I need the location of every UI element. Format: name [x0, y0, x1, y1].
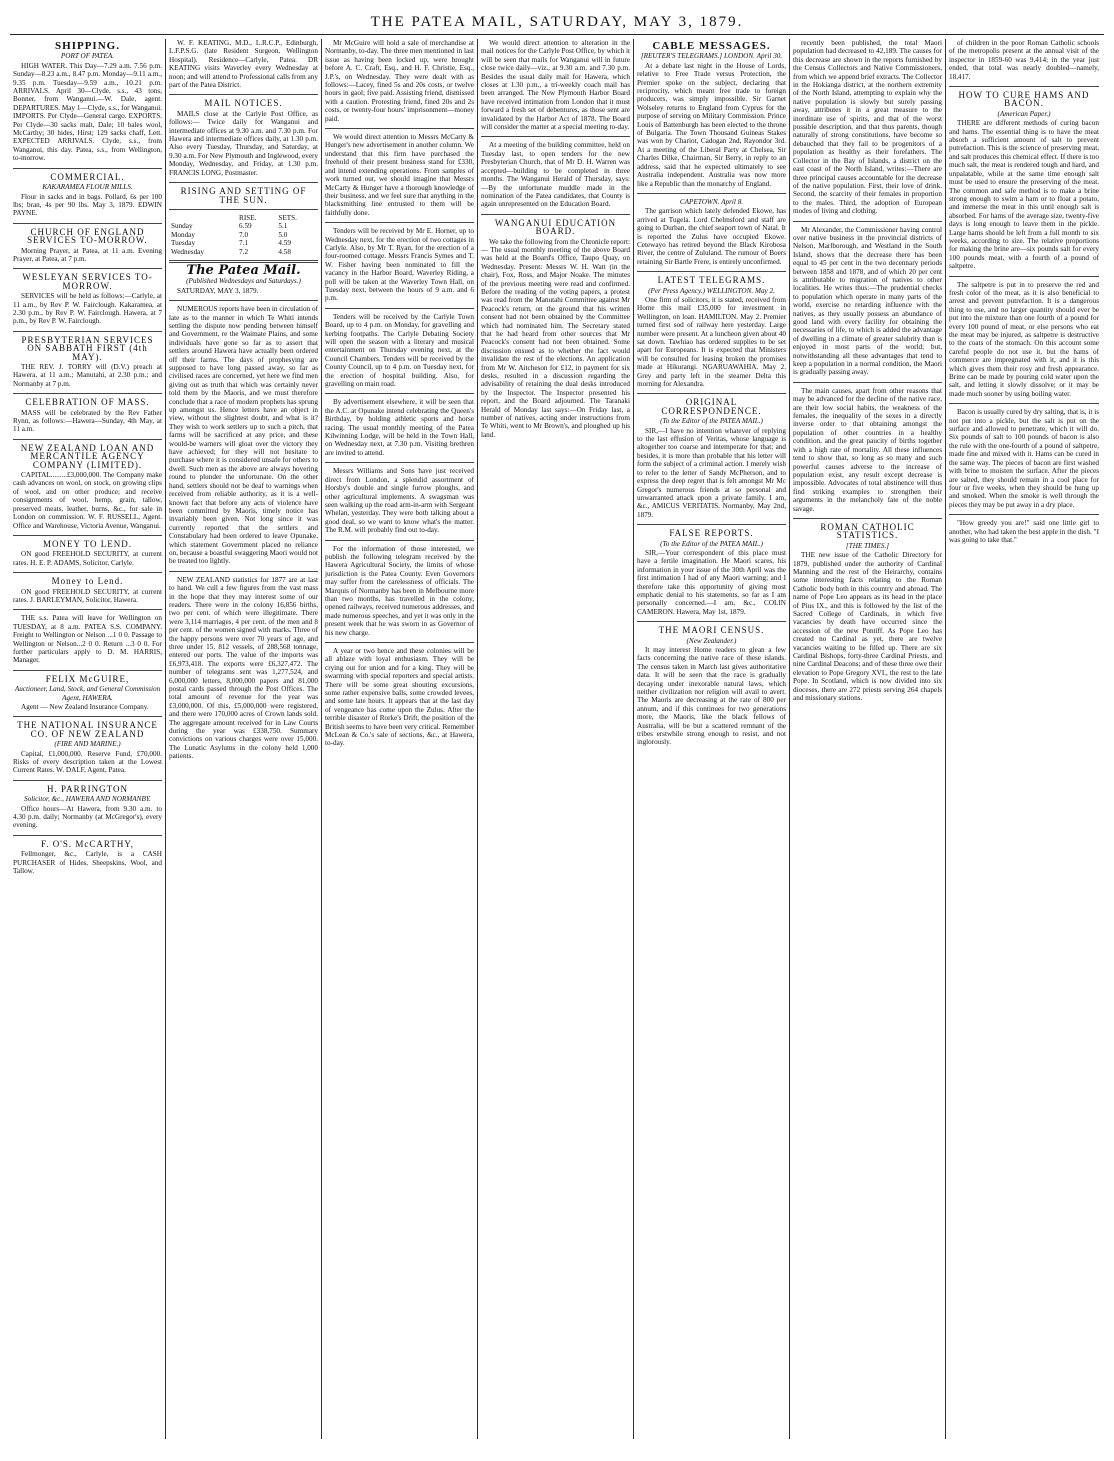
article	[793, 523, 942, 703]
article	[325, 227, 474, 303]
article-body: SIR,—I have no intention whatever of replying to the last effusion of Veritas, whose language is altogether too coarse and intemperate for that; and besides, it is more than probable that his letter will form the subject of a criminal action. I merely wish to refer to the letter of Sandy McPherson, and to express the deep regret that is felt amongst Mr Mc Gregor's numerous friends at so personal and unwarranted attack upon a private family. I am, &c., AMICUS VERITATIS. Normanby, May 2nd, 1879.	[637, 426, 786, 519]
article-body: Tenders will be received by Mr E. Horner, up to Wednesday next, for the erection of two cottages in Carlyle. Also, by Mr T. Ryan, for the erection of a four-roomed cottage. Messrs Francis Symes and T. W. Fisher having been nominated to fill the vacancy in the Harbor Board, Waverley Riding, a poll will be taken at the Waverley Town Hall, on Tuesday next, between the hours of 9 a.m. and 6 p.m.	[325, 227, 474, 303]
sun-table-cell: 5.1	[278, 222, 288, 231]
article-body: At a debate last night in the House of Lords, relative to Free Trade versus Protection, the Premier spoke on the subject, declaring that reciprocity, which meant free trade to foreign producers, was simply impossible. Sir Garnet Wolseley returns to England from Cyprus for the purpose of serving on Military Commission. Prince Louis of Battenburgh has been elected to the throne of Bulgaria. The Town Thousand Guineas Stakes was won by Chariot, Cadogan 2nd, Rayondor 3rd. At a meeting of the Liberal Party at Chelsea, Sir Charles Dilke, Chairman, Sir Berry, in reply to an address, said that he expected ultimately to see Australia independent. Australia was now more like a Republic than the monarchy of England.	[637, 61, 786, 188]
article	[169, 576, 318, 761]
article-body: One firm of solicitors, it is stated, received from Home this mail £35,000 for investment in Wellington, on loan. HAMILTON. May 2. Premier turned first sod of railway here yesterday. Large number were present. At a luncheon given about 40 sat down. Tawhiao has ordered supplies to be set apart for Europeans. It is expected that Ministers will be consulted for leasing broken the promises made at Hikurangi. NGARUAWAHIA. May 2. Grey and party left in the steamer Delta this morning for Alexandra.	[637, 295, 786, 389]
divider	[325, 462, 474, 463]
article	[793, 39, 942, 216]
divider	[13, 393, 162, 394]
column-7	[946, 39, 1102, 1439]
article	[481, 141, 630, 208]
article	[169, 187, 318, 204]
article-body: Agent — New Zealand Insurance Company.	[21, 703, 149, 711]
article-body: NEW ZEALAND statistics for 1877 are at last to hand. We cull a few figures from the vast mass in the hope that they may interest some of our readers. There were in the colony 16,856 births, two per cent. of which were illegitimate. There were 3,114 marriages, 4 per cent. of the men and 8 per cent. of the women signed with marks. Three of the happy persons were over 70 years of age, and three under 15. 812 vessels, of 288,568 tonnage, entered our ports. The value of the imports was £6,973,418. The exports were £6,327,472. The number of telegrams sent was 1,277,524, and 6,000,000 letters, 8,000,000 papers and 81,000 postal cards passed through the Post Offices. The total amount of revenue for the year was £3,000,000. Of this, £5,000,000 were registered, and there were 170,000 acres of Crown lands sold. The aggregate amount received for in Law Courts during the year was £338,750. Summary convictions on various charges were over 15,000. The Lunatic Asylums in the colony held 1,000 patients.	[169, 575, 318, 761]
sun-table-header	[169, 214, 237, 222]
divider	[793, 518, 942, 519]
column-3	[322, 39, 478, 1439]
sun-table-cell: 5.0	[278, 230, 288, 239]
article-body: "How greedy you are!" said one little girl to another, who had taken the best apple in the dish. "I was going to take that."	[949, 519, 1099, 544]
article-subheading: (Per Press Agency.) WELLINGTON. May 2.	[648, 286, 775, 295]
article-subheading: (American Paper.)	[997, 109, 1051, 118]
article-body: recently been published, the total Maori population had decreased to 42,189. The causes for this decrease are shown in the reports furnished by the Census Collectors and Native Commissioners, from which we append brief extracts. The Collector in the Hokianga district, at the northern extremity of the North Island, attempting to explain why the native population is slowly but surely passing away, attributes it in a great measure to the inordinate use of spirits, and that of the worst possible description, and that thus parents, though naturally of strong constitutions, have become so debauched that they fail to be progenitors of a population as healthy as their forefathers. The Collector in the Bay of Islands, a district on the east coast of the North Island, writes:—There are three principal causes accountable for the decrease of the native population. First, their love of drink. Second, the scarcity of their females in proportion to the males. Third, the adoption of European modes of living and clothing.	[793, 39, 942, 216]
sun-table-row	[169, 239, 318, 247]
divider	[949, 276, 1099, 277]
article	[13, 42, 162, 163]
article	[13, 273, 162, 325]
sun-table-header: SETS.	[278, 213, 297, 222]
divider	[169, 300, 318, 301]
divider	[325, 222, 474, 223]
article-body: The main causes, apart from other reasons that may be advanced for the decline of the native race, are their low social habits, the weakness of the females, the inequality of the sexes in a directly inverse order to that obtaining amongst the population of other countries in a healthy condition, and the great paucity of births together with a high rate of mortality. All these influences tend to show that, so long as so many and such powerful causes adverse to the increase of population exist, any result except decrease is impossible. Advocates of total abstinence will thus find striking examples to strengthen their arguments in the melancholy fate of the noble savage.	[793, 386, 942, 513]
divider	[637, 193, 786, 194]
article	[325, 39, 474, 123]
article-body: Fellmonger, &c., Carlyle, is a CASH PURCHASER of Hides, Sheepskins, Wool, and Tallow.	[13, 850, 162, 876]
article-subheading: (FIRE AND MARINE.)	[54, 740, 121, 749]
article-body: The saltpetre is put in to preserve the red and fresh color of the meat, as it is also beneficial to arrest and prevent putrefaction. It is a dangerous thing to use, and no larger quantity should ever be put into the mixture than one fourth of a pound for every 100 pound of meat, or else persons who eat the meat may be injured, as saltpetre is destructive to the coats of the stomach. On this account some careful people do not use it, but the hams of commerce are impregnated with it, and it is this which gives them their rosy and fresh appearance. Brine can be made by pouring cold water upon the salt, and letting it slowly dissolve; or it may be made much sooner by using boiling water.	[949, 280, 1099, 398]
article-subheading: Auctioneer, Land, Stock, and General Commission Agent, HAWERA.	[14, 685, 161, 702]
article	[13, 444, 162, 530]
divider	[793, 221, 942, 222]
article	[325, 467, 474, 534]
article-body: By advertisement elsewhere, it will be seen that the A.C. at Opunake intend celebrating the Queen's Birthday, by holding athletic sports and horse racing. The usual monthly meeting of the Patea Kilwinning Lodge, will be held in the Town Hall, on Wednesday next, at 7.30 p.m. Visiting brethren are invited to attend.	[325, 398, 474, 457]
article-heading: Money to Lend.	[51, 576, 124, 587]
article	[949, 281, 1099, 399]
sun-table-cell: Wednesday	[171, 247, 204, 256]
article	[169, 39, 318, 89]
column-1	[10, 39, 166, 1439]
divider	[13, 835, 162, 836]
article-body: MAILS close at the Carlyle Post Office, as follows:— Twice daily for Wanganui and intermediate offices at 9.30 a.m. and 7.30 p.m. For Hawera and intermediate offices daily, at 1.30 p.m. Also every Tuesday, Thursday, and Saturday, at 9.30 a.m. For New Plymouth and Inglewood, every Monday, Wednesday, and Friday, at 1.30 p.m. FRANCIS LONG, Postmaster.	[169, 109, 318, 177]
article	[949, 91, 1099, 271]
article	[13, 540, 162, 567]
divider	[949, 403, 1099, 404]
column-2	[166, 39, 322, 1439]
article	[793, 387, 942, 513]
divider	[13, 268, 162, 269]
article-heading: NEW ZEALAND LOAN AND MERCANTILE AGENCY COMPANY (LIMITED).	[20, 442, 155, 470]
article-body: MASS will be celebrated by the Rev Father Rynn, as follows:—Hawera—Sunday, 4th May, at 11 a.m.	[13, 408, 162, 434]
article-heading: CELEBRATION OF MASS.	[25, 397, 150, 408]
column-5	[634, 39, 790, 1439]
sun-table-header: RISE.	[239, 213, 257, 222]
article	[325, 133, 474, 217]
article	[13, 336, 162, 388]
article-heading: FELIX McGUIRE,	[45, 673, 130, 684]
article-body: Bacon is usually cured by dry salting, that is, it is not put into a pickle, but the salt is put on the surface and allowed to penetrate, which it will do. Six pounds of salt to 100 pounds of bacon is also the rule with the one-fourth of a pound of saltpetre, made fine and mixed with it. Hams can be cured in the same way. The pieces of bacon are first washed with brine to moisten the surface. After the pieces are salted, they should remain in a cool place for four or five weeks, when they should be hung up and smoked. When the smoke is well through the pieces they may be put away in a dry place.	[949, 408, 1099, 509]
article-body: ON good FREEHOLD SECURITY, at current rates. J. BARLEYMAN, Solicitor, Hawera.	[13, 587, 162, 604]
divider	[637, 271, 786, 272]
article-body: Mr McGuire will hold a sale of merchandise at Normanby, to-day. The three men mentioned in last issue as having been locked up, were brought before A. C. Craft, Esq., and H. F. Christie, Esq., J.P.'s, on Wednesday. They were dealt with as follows:—Lacey, fined 5s and 20s costs, or twelve hours in gaol; five paid. Assisting friend, dismissed with a caution. Protesting friend, fined 20s and 2s costs, or twenty-four hours' imprisonment—money paid.	[325, 39, 474, 123]
divider	[13, 716, 162, 717]
article	[169, 277, 318, 295]
article-body: Messrs Williams and Sons have just received direct from London, a splendid assortment of Horsby's double and single furrow ploughs, and other agricultural implements. A swagsman was seen walking up the road arm-in-arm with Sergeant Whelan, yesterday. They were both talking about a good deal, so we want to know what's the matter. The R.M. will probably find out to-day.	[325, 467, 474, 535]
article-heading: F. O'S. McCARTHY,	[41, 838, 134, 849]
masthead: THE PATEA MAIL, SATURDAY, MAY 3, 1879.	[10, 10, 1104, 35]
article-heading: WESLEYAN SERVICES TO-MORROW.	[22, 272, 153, 291]
article	[13, 721, 162, 774]
article-body: THE new issue of the Catholic Directory for 1879, published under the authority of Cardinal Manning and the rest of the Heirarchy, contains some interesting facts relating to the Roman Catholic body both in this country and abroad. The name of Pope Leo appears as its head in the place of Pius IX., and this is followed by the list of the Sacred College of Cardinals, in which five vacancies by death have occurred since the accession of the new Pontiff. As Pope Leo has created no Cardinal as yet, there are twelve vacancies waiting to be filled up. There are six Cardinal Bishops, forty-three Cardinal Priests, and nine Cardinal Deacons; and of these three owe their elevation to Pope Gregory XVI., the rest to the late Pope. In Scotland, which is now divided into six dioceses, there are 272 priests serving 264 chapels and missionary stations.	[793, 551, 942, 703]
article-body: Office hours—At Hawera, from 9.30 a.m. to 4.30 p.m. daily; Normanby (at McGregor's), every evening.	[13, 804, 162, 830]
sun-table-cell: Monday	[171, 230, 195, 239]
article	[637, 198, 786, 266]
article	[13, 577, 162, 604]
article-body: THE s.s. Patea will leave for Wellington on TUESDAY, at 8 a.m. PATEA S.S. COMPANY. Freight to Wellington or Nelson ...1 0 0. Passage to Wellington or Nelson...2 0 0. Return ...3 0 0. For further particulars apply to D. M. HARRIS, Manager.	[13, 614, 162, 665]
article	[325, 313, 474, 389]
column-2-top	[169, 39, 318, 210]
article-body: of children in the poor Roman Catholic schools of the metropolis present at the annual visit of the inspector in 1859-60 was 9,414; in the year just ended, that total was nearly doubled—namely, 18,417.	[949, 39, 1099, 81]
article	[637, 276, 786, 388]
article	[13, 840, 162, 876]
article-body: THE REV. J. TORRY will (D.V.) preach at Hawera, at 11 a.m.; Manutahi, at 2.30 p.m.; and Normanby at 7 p.m.	[13, 363, 162, 388]
divider	[325, 393, 474, 394]
sun-table-cell: Sunday	[171, 222, 193, 231]
divider	[325, 308, 474, 309]
article	[169, 305, 318, 566]
article-body: At a meeting of the building committee, held on Tuesday last, to open tenders for the new Presbyterian Church, that of Mr D. H. Warren was accepted—building to be completed in three months. The Wanganui Herald of Thursday, says:—By the unfortunate muddle made in the nomination of the Patea candidates, that County is again unrepresented on the Education Board.	[481, 141, 630, 209]
divider	[13, 572, 162, 573]
article	[325, 398, 474, 457]
article-subheading: KAKARAMEA FLOUR MILLS.	[42, 183, 133, 192]
article-body: NUMEROUS reports have been in circulation of late as to the manner in which Te Whiti intends settling the dispute now pending between himself and Government, re the Waimate Plains, and some individuals have gone so far as to assert that settlers around Hawera have actually been ordered off their farms. The days of prophesying are supposed to have long passed away, so far as civilised races are concerned, yet here we find men giving out as truth that which was certainly never told them by the Maoris, and we must therefore conclude that a race of modern prophets has sprung up amongst us. Hence letters have an object in view, without the slightest doubt, and what is it? They wish to work settlers up to such a pitch, that farms will be sacrificed at any price, and these would-be warners will gloat over the victory they have achieved; for they will not hesitate to purchase where it is considered unsafe for others to dwell. Such men as the above are always hovering round to plunder the unfortunate. On the other hand, settlers should not be deaf to warnings when received from reliable authority, as it is a well-known fact that before any acts of violence have been committed by Maoris, timely notice has invariably been given. Not long since it was currently reported that the settlers and Constabulary had been ordered to leave Opunake, which statement Government placed no reliance on, because a boastful swaggering Maori would not be treated too lightly.	[169, 305, 318, 566]
columns	[10, 39, 1104, 1439]
article-body: Tenders will be received by the Carlyle Town Board, up to 4 p.m. on Monday, for gravelling and kerbing footpaths. The Carlyle Debating Society will open the season with a literary and musical entertainment on Thursday evening next, at the Council Chambers. Tenders will be received by the County Council, up to 4 p.m. on Tuesday next, for the erection of hospital building. Also, for gravelling on main road.	[325, 312, 474, 389]
article-subheading: (Published Wednesdays and Saturdays.)	[186, 277, 301, 286]
article-body: For the information of those interested, we publish the following telegram received by the Hawera Agricultural Society, the limits of whose jurisdiction is the Patea County. Even Governors may suffer from the carelessness of officials. The Marquis of Normanby has been in Melbourne more than two months, has travelled in the colony, opened railways, received numerous addresses, and made numerous speeches, and yet it was only in the present week that he was sworn in as Governor of his new charge.	[325, 544, 474, 637]
article-heading: THE MAORI CENSUS.	[658, 625, 765, 636]
sun-table-head	[169, 214, 318, 222]
article-subheading: (New Zealander.)	[686, 636, 737, 645]
article	[637, 626, 786, 747]
divider	[13, 331, 162, 332]
article-body: ON good FREEHOLD SECURITY, at current rates. H. E. P. ADAMS, Solicitor, Carlyle.	[13, 550, 162, 567]
article	[325, 647, 474, 748]
divider	[169, 94, 318, 95]
article	[637, 529, 786, 616]
article-body: W. F. KEATING, M.D., L.R.C.P., Edinburgh, L.F.P.S.G. (late Resident Surgeon, Wellington Hospital). Residence—Carlyle, Patea. DR KEATING visits Waverley every Wednesday at noon; and will attend to Professional calls from any part of the Patea District.	[169, 39, 318, 90]
divider	[481, 214, 630, 215]
divider	[637, 621, 786, 622]
divider	[169, 182, 318, 183]
article	[13, 614, 162, 664]
article-subheading: CAPETOWN. April 8.	[679, 197, 744, 206]
sun-table-row	[169, 231, 318, 239]
article	[169, 99, 318, 177]
article	[949, 519, 1099, 544]
divider	[13, 223, 162, 224]
article-body: The garrison which lately defended Ekowe, has arrived at Tugela. Lord Chelmsford and staff are going to Durban, the chief seaport town of Natal. It is reported the Zulus have occupied Ekowe. Cetewayo has retired beyond the Black Kirobosa River, the centre of Zululand. The rumour of Boers retaining Sir Bartle Frere, is entirely unconfirmed.	[637, 207, 786, 266]
divider	[13, 535, 162, 536]
divider	[637, 393, 786, 394]
article-subheading: (To the Editor of the PATEA MAIL.)	[660, 539, 763, 548]
divider	[13, 609, 162, 610]
article-body: THERE are different methods of curing bacon and hams. The essential thing is to have the meat absorb a sufficient amount of salt to prevent putrefaction. This is the science of preserving meat, and salt produces this chemical effect. If there is too much salt, the meat is rendered tough and hard, and unpalatable, while at the same time enough salt must be used to ensure the preserving of the meat. The common and safe method is to make a brine strong enough to swim a ham or to float a potato, and immerse the meat in this until enough salt is absorbed. For hams of the average size, twenty-five days is long enough to leave them in the pickle. Large hams should be left from a full month to six weeks, according to size. The relative proportions for making the brine are—six pounds salt for every 100 pounds meat, with a fourth of a pound of saltpetre.	[949, 119, 1099, 271]
column-6	[790, 39, 946, 1439]
article-heading: HOW TO CURE HAMS AND BACON.	[958, 90, 1090, 109]
article-body: SIR,—Your correspondent of this place must have a fertile imagination. He Maori scares, his information in your issue of the 30th April was the first intimation I had of any Maori warning; and I therefore take this opportunity of giving most emphatic denial to his statements, so far as I am personally concerned.—I am, &c., COLIN CAMERON. Hawera, May 1st, 1879.	[637, 548, 786, 616]
article-body: Mr Alexander, the Commissioner having control over native business in the provincial districts of Nelson, Marlborough, and Westland in the South Island, shows that the decrease there has been equal to 45 per cent in the two decennary periods between 1858 and 1878, and of which 20 per cent is attributable to migration of natives to other localities. He writes thus:—The prudential checks to population which operate in many parts of the world, exercise no retarding influence with the natives, as they usually possess an abundance of good land with every facility for obtaining the necessaries of life, to which is added the advantage of dwelling in a climate of greater salubrity than is enjoyed in most parts of the world; but, notwithstanding all these advantages that tend to keep a population in a normal condition, the Maori is gradually passing away.	[793, 225, 942, 377]
divider	[325, 128, 474, 129]
newspaper-page	[10, 10, 1104, 1441]
sun-table-cell: 7.2	[239, 247, 249, 256]
article-heading: RISING AND SETTING OF THE SUN.	[180, 186, 307, 205]
sun-table-cell: 7.1	[239, 239, 249, 248]
paper-title: The Patea Mail.	[186, 262, 301, 278]
sun-table-cell: 7.0	[239, 230, 249, 239]
divider	[169, 209, 318, 210]
article-body: SERVICES will be held as follows:—Carlyle, at 11 a.m., by Rev P. W. Fairclough. Kakaramea, at 2.30 p.m., by Rev P. W. Fairclough. Hawera, at 7 p.m., by Rev P. W. Fairclough.	[13, 292, 162, 326]
article	[481, 39, 630, 131]
column-2-bottom	[169, 277, 318, 760]
article-body: HIGH WATER. This Day—7.29 a.m. 7.56 p.m. Sunday—8.23 a.m., 8.47 p.m. Monday—9.11 a.m., 9.35 p.m. Tuesday—9.59 a.m., 10.21 p.m. ARRIVALS. April 30—Clyde, s.s., 43 tons, Bonner, from Wanganui.—W. Dale, agent. DEPARTURES. May 1—Clyde, s.s., for Wanganui. IMPORTS. Per Clyde—General cargo. EXPORTS. Per Clyde—30 sacks malt, Dale; 10 bales wool, McCarthy; 30 hides, Hirst; 129 sacks chaff, Lett. EXPECTED ARRIVALS. Clyde, s.s., from Wanganui, this day. Patea, s.s., from Wellington, to-morrow.	[13, 61, 162, 163]
article-subheading: [REUTER'S TELEGRAMS.] LONDON. April 30.	[640, 52, 783, 61]
divider	[793, 382, 942, 383]
article-body: Flour in sacks and in bags. Pollard, 6s per 100 lbs; bran, 4s per 90 lbs. May 3, 1879. EDWIN PAYNE.	[13, 192, 162, 218]
divider	[481, 136, 630, 137]
sun-table-cell: 6.59	[239, 222, 252, 231]
divider	[325, 540, 474, 541]
column-4	[478, 39, 634, 1439]
sun-table-cell: 4.59	[278, 239, 291, 248]
article-heading: WANGANUI EDUCATION BOARD.	[494, 217, 617, 237]
article	[949, 39, 1099, 81]
article	[13, 228, 162, 264]
divider	[325, 642, 474, 643]
article-heading: MONEY TO LEND.	[42, 538, 133, 549]
article-body: We would direct attention to Messrs McCarty & Hunger's new advertisement in another column. We understand that this firm have purchased the freehold of their present business stand for £330, and intend extending operations. From samples of work turned out, we should imagine that Messrs McCarty & Hunger have a thorough knowledge of their business, and we feel sure that anything in the blacksmithing line entrusted to them will be faithfully done.	[325, 133, 474, 217]
article	[13, 398, 162, 434]
article	[793, 226, 942, 377]
sun-table-body	[169, 222, 318, 256]
article-heading: THE NATIONAL INSURANCE CO. OF NEW ZEALAND	[17, 720, 158, 739]
article-heading: FALSE REPORTS.	[669, 528, 754, 539]
article-subheading: PORT OF PATEA.	[60, 52, 115, 61]
sun-table-row	[169, 248, 318, 256]
article-heading: ORIGINAL CORRESPONDENCE.	[661, 397, 762, 416]
article	[637, 42, 786, 188]
article-body: CAPITAL.........£3,000,000. The Company make cash advances on wool, on stock, on growing clips of wool, and on other produce; and receive consignments of wool, hemp, grain, tallow, preserved meats, leather, burns, &c., for sale in London on commission. W. F. RUSSELL, Agent. Office and Warehouse, Victoria Avenue, Wanganui.	[13, 471, 162, 530]
article	[13, 675, 162, 712]
article	[325, 545, 474, 637]
article-heading: ROMAN CATHOLIC STATISTICS.	[820, 521, 915, 541]
article-heading: LATEST TELEGRAMS.	[657, 275, 766, 286]
article	[637, 398, 786, 519]
article-heading: CHURCH OF ENGLAND SERVICES TO-MORROW.	[27, 226, 148, 246]
divider	[949, 514, 1099, 515]
article-subheading: (To the Editor of the PATEA MAIL.)	[660, 417, 763, 426]
article-subheading: [THE TIMES.]	[845, 541, 890, 550]
article-body: SATURDAY, MAY 3, 1879.	[177, 286, 259, 295]
divider	[169, 571, 318, 572]
article-body: Capital, £1,000,000. Reserve Fund, £70,000. Risks of every description taken at the Lowest Current Rates. W. DALF, Agent, Patea.	[13, 749, 162, 775]
article-body: Morning Prayer, at Patea, at 11 a.m. Evening Prayer, at Patea, at 7 p.m.	[13, 246, 162, 263]
article	[13, 785, 162, 830]
divider	[13, 670, 162, 671]
article-body: A year or two hence and these colonies will be all ablaze with loyal enthusiasm. They will be crying out for union and for a king. They will be swarming with special reporters and special artists. There will be some great shouting excursions, some rather expensive balls, some crowded levees, and some late hours. It appears that at the last day of vengeance has come upon the Zulus. After the terrible disaster of Rorke's Drift, the position of the British seems to have been very critical. Remember McLean & Co.'s sale of sections, &c., at Hawera, to-day.	[325, 647, 474, 748]
article-heading: CABLE MESSAGES.	[652, 40, 771, 52]
article-heading: SHIPPING.	[55, 40, 120, 52]
sun-table	[169, 214, 318, 256]
article	[13, 173, 162, 218]
article	[949, 408, 1099, 509]
sun-table-cell: Tuesday	[171, 239, 196, 248]
divider	[637, 524, 786, 525]
article-heading: PRESBYTERIAN SERVICES ON SABBATH FIRST (4th MAY).	[21, 334, 154, 362]
article-body: We take the following from the Chronicle report:— The usual monthly meeting of the above Board was held at the Board's Office, Taupo Quay, on Wednesday. Present: Messrs W. H. Watt (in the chair), Fox, Ross, and Major Noake. The minutes of the previous meeting were read and confirmed. Before the reading of the voting papers, a protest was read from the Manutahi Committee against Mr Peacock's return, on the ground that his written consent had not been obtained by the Committee which had nominated him. The Secretary stated that he had heard from other sources that Mr Peacock's consent had not been obtained. Some discussion ensued as to whether the fact would invalidate the rest of the elections. An application from Mr W. Aitcheson for £12, in payment for six desks, resulted in a discussion regarding the advisability of retaining the dual desks introduced by the Inspector. The Inspector presented his report, and the Board adjourned. The Taranaki Herald of Monday last says:—On Friday last, a number of natives, acting under instructions from Te Whiti, went to Mr Brown's, and ploughed up his land.	[481, 237, 630, 439]
article-body: It may interest Home readers to glean a few facts concerning the native race of these islands. The census taken in March last gives authoritative data. It will be seen that the race is gradually decaying under inexorable natural laws, which neither civilization nor religion will avail to avert. The Maoris are decreasing at the rate of 800 per annum, and if this continues for two generations more, the Maoris, like the black fellows of Australia, will be but a scattered remnant of the tribes erstwhile strong enough to resist, and not inglorously.	[637, 646, 786, 747]
article	[481, 219, 630, 440]
sun-table-row	[169, 222, 318, 230]
article-subheading: Solicitor, &c., HAWERA AND NORMANBY.	[24, 795, 151, 804]
article-body: We would direct attention to alteration in the mail notices for the Carlyle Post Office, by which it will be seen that mails for Wanganui will in future close twice daily—viz., at 9.30 a.m. and 7.30 p.m. Besides the usual daily mail for Hawera, which closes at 1.30 p.m., a tri-weekly coach mail has been arranged. The New Plymouth Harbor Board have received intimation from London that it must forward a fresh set of debentures, as those sent are invalidated by the Harbor Act of 1878. The Board will consider the matter at a special meeting to-day.	[481, 39, 630, 132]
divider	[13, 439, 162, 440]
divider	[13, 780, 162, 781]
article-heading: MAIL NOTICES.	[204, 98, 283, 109]
sun-table-cell: 4.58	[278, 247, 291, 256]
divider	[949, 86, 1099, 87]
article-heading: H. PARRINGTON	[46, 783, 128, 794]
divider	[13, 168, 162, 169]
article-heading: COMMERCIAL.	[50, 171, 125, 182]
